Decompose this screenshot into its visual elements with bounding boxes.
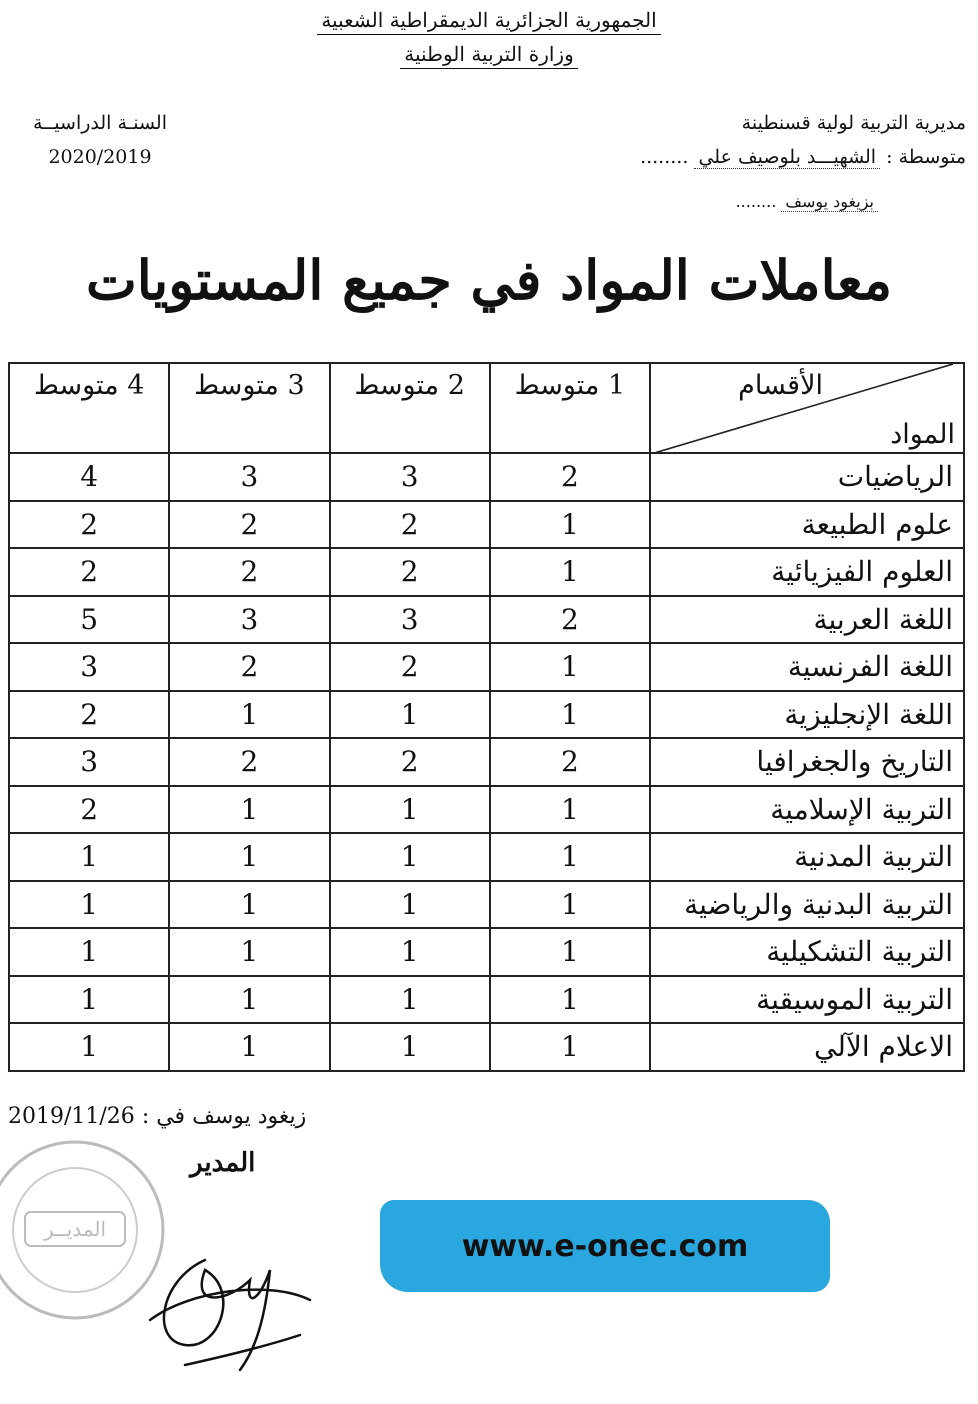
- subject-cell: الرياضيات: [650, 453, 964, 501]
- school-line: [406, 146, 966, 168]
- coefficient-cell-level-4: 3: [9, 643, 169, 691]
- coefficient-cell-level-2: 3: [330, 596, 490, 644]
- coefficient-cell-level-1: 2: [490, 453, 650, 501]
- coefficient-cell-level-4: 2: [9, 691, 169, 739]
- subject-cell: اللغة العربية: [650, 596, 964, 644]
- subject-cell: اللغة الإنجليزية: [650, 691, 964, 739]
- coefficient-cell-level-1: 2: [490, 596, 650, 644]
- school-year-value: 2020/2019: [48, 146, 152, 168]
- subject-cell: التربية الإسلامية: [650, 786, 964, 834]
- coefficient-cell-level-2: 2: [330, 738, 490, 786]
- coefficient-cell-level-1: 2: [490, 738, 650, 786]
- table-row: [9, 501, 964, 549]
- subject-cell: التربية المدنية: [650, 833, 964, 881]
- table-row: [9, 1023, 964, 1071]
- table-row: [9, 881, 964, 929]
- coefficient-cell-level-4: 2: [9, 548, 169, 596]
- coefficient-cell-level-1: 1: [490, 928, 650, 976]
- table-row: [9, 976, 964, 1024]
- director-title: المدير: [190, 1148, 256, 1178]
- coefficient-cell-level-1: 1: [490, 548, 650, 596]
- table-row: [9, 691, 964, 739]
- subject-cell: اللغة الفرنسية: [650, 643, 964, 691]
- level-header-3: 3 متوسط: [169, 363, 329, 453]
- coefficient-cell-level-4: 4: [9, 453, 169, 501]
- subject-cell: التاريخ والجغرافيا: [650, 738, 964, 786]
- author-name: بزيغود يوسف: [781, 192, 878, 212]
- table-row: [9, 928, 964, 976]
- coefficient-cell-level-3: 1: [169, 928, 329, 976]
- coefficient-cell-level-3: 1: [169, 833, 329, 881]
- page-title: معاملات المواد في جميع المستويات: [85, 248, 893, 312]
- directorate-line: مديرية التربية لولية قسنطينة: [741, 112, 966, 134]
- table-row: [9, 596, 964, 644]
- coefficient-cell-level-4: 1: [9, 881, 169, 929]
- coefficient-cell-level-3: 2: [169, 643, 329, 691]
- corner-subjects-label: المواد: [890, 419, 955, 450]
- coefficient-cell-level-1: 1: [490, 786, 650, 834]
- table-body: [9, 453, 964, 1071]
- coefficient-cell-level-4: 1: [9, 928, 169, 976]
- table-row: [9, 738, 964, 786]
- coefficient-cell-level-4: 3: [9, 738, 169, 786]
- level-header-4: 4 متوسط: [9, 363, 169, 453]
- coefficient-cell-level-3: 1: [169, 881, 329, 929]
- coefficient-cell-level-2: 2: [330, 501, 490, 549]
- coefficient-cell-level-3: 1: [169, 786, 329, 834]
- coefficient-cell-level-3: 3: [169, 453, 329, 501]
- ministry-heading: وزارة التربية الوطنية: [0, 42, 978, 66]
- signature-date-line: [8, 1104, 306, 1129]
- subject-cell: علوم الطبيعة: [650, 501, 964, 549]
- subject-cell: التربية الموسيقية: [650, 976, 964, 1024]
- school-suffix: ........: [640, 146, 689, 168]
- coefficient-cell-level-4: 1: [9, 976, 169, 1024]
- coefficient-cell-level-3: 2: [169, 548, 329, 596]
- coefficient-cell-level-2: 1: [330, 786, 490, 834]
- subject-cell: العلوم الفيزيائية: [650, 548, 964, 596]
- coefficient-cell-level-2: 1: [330, 881, 490, 929]
- coefficient-cell-level-1: 1: [490, 643, 650, 691]
- coefficient-cell-level-2: 1: [330, 976, 490, 1024]
- coefficient-cell-level-2: 1: [330, 1023, 490, 1071]
- coefficient-cell-level-2: 3: [330, 453, 490, 501]
- table-row: [9, 786, 964, 834]
- coefficient-cell-level-1: 1: [490, 833, 650, 881]
- level-header-1: 1 متوسط: [490, 363, 650, 453]
- coefficient-cell-level-2: 1: [330, 928, 490, 976]
- coefficient-cell-level-1: 1: [490, 881, 650, 929]
- coefficient-cell-level-2: 2: [330, 643, 490, 691]
- coefficient-cell-level-3: 1: [169, 1023, 329, 1071]
- coefficient-cell-level-1: 1: [490, 501, 650, 549]
- coefficient-cell-level-3: 1: [169, 691, 329, 739]
- subject-cell: الاعلام الآلي: [650, 1023, 964, 1071]
- website-banner[interactable]: [380, 1200, 830, 1292]
- website-link[interactable]: www.e-onec.com: [461, 1228, 749, 1264]
- table-row: [9, 548, 964, 596]
- stamp-signature-icon: [0, 1140, 330, 1380]
- coefficient-cell-level-4: 2: [9, 786, 169, 834]
- level-header-2: 2 متوسط: [330, 363, 490, 453]
- coefficient-cell-level-4: 2: [9, 501, 169, 549]
- coefficient-cell-level-4: 1: [9, 1023, 169, 1071]
- signed-by-label: زيغود يوسف في :: [141, 1104, 307, 1129]
- subject-cell: التربية التشكيلية: [650, 928, 964, 976]
- corner-header-cell: [650, 363, 964, 453]
- coefficient-cell-level-1: 1: [490, 691, 650, 739]
- table-row: [9, 453, 964, 501]
- corner-levels-label: الأقسام: [738, 370, 823, 401]
- coefficient-cell-level-3: 2: [169, 501, 329, 549]
- subject-cell: التربية البدنية والرياضية: [650, 881, 964, 929]
- table-row: [9, 833, 964, 881]
- signature-date: 2019/11/26: [8, 1104, 135, 1129]
- school-name: الشهيـــد بلوصيف علي: [694, 146, 880, 169]
- coefficient-cell-level-4: 5: [9, 596, 169, 644]
- school-year-label: السنـة الدراسيــة: [32, 112, 167, 134]
- coefficient-cell-level-1: 1: [490, 1023, 650, 1071]
- stamp-text: المديــر: [43, 1217, 107, 1241]
- coefficient-cell-level-3: 1: [169, 976, 329, 1024]
- coefficient-cell-level-3: 3: [169, 596, 329, 644]
- table-header-row: [9, 363, 964, 453]
- author-suffix: ........: [735, 192, 777, 211]
- coefficient-cell-level-2: 2: [330, 548, 490, 596]
- coefficient-cell-level-4: 1: [9, 833, 169, 881]
- coefficient-cell-level-3: 2: [169, 738, 329, 786]
- school-label: متوسطة :: [886, 146, 966, 168]
- author-line: [736, 192, 878, 211]
- coefficient-cell-level-2: 1: [330, 833, 490, 881]
- table-row: [9, 643, 964, 691]
- coefficient-cell-level-1: 1: [490, 976, 650, 1024]
- coefficients-table: [8, 362, 965, 1072]
- republic-heading: الجمهورية الجزائرية الديمقراطية الشعبية: [0, 8, 978, 32]
- coefficient-cell-level-2: 1: [330, 691, 490, 739]
